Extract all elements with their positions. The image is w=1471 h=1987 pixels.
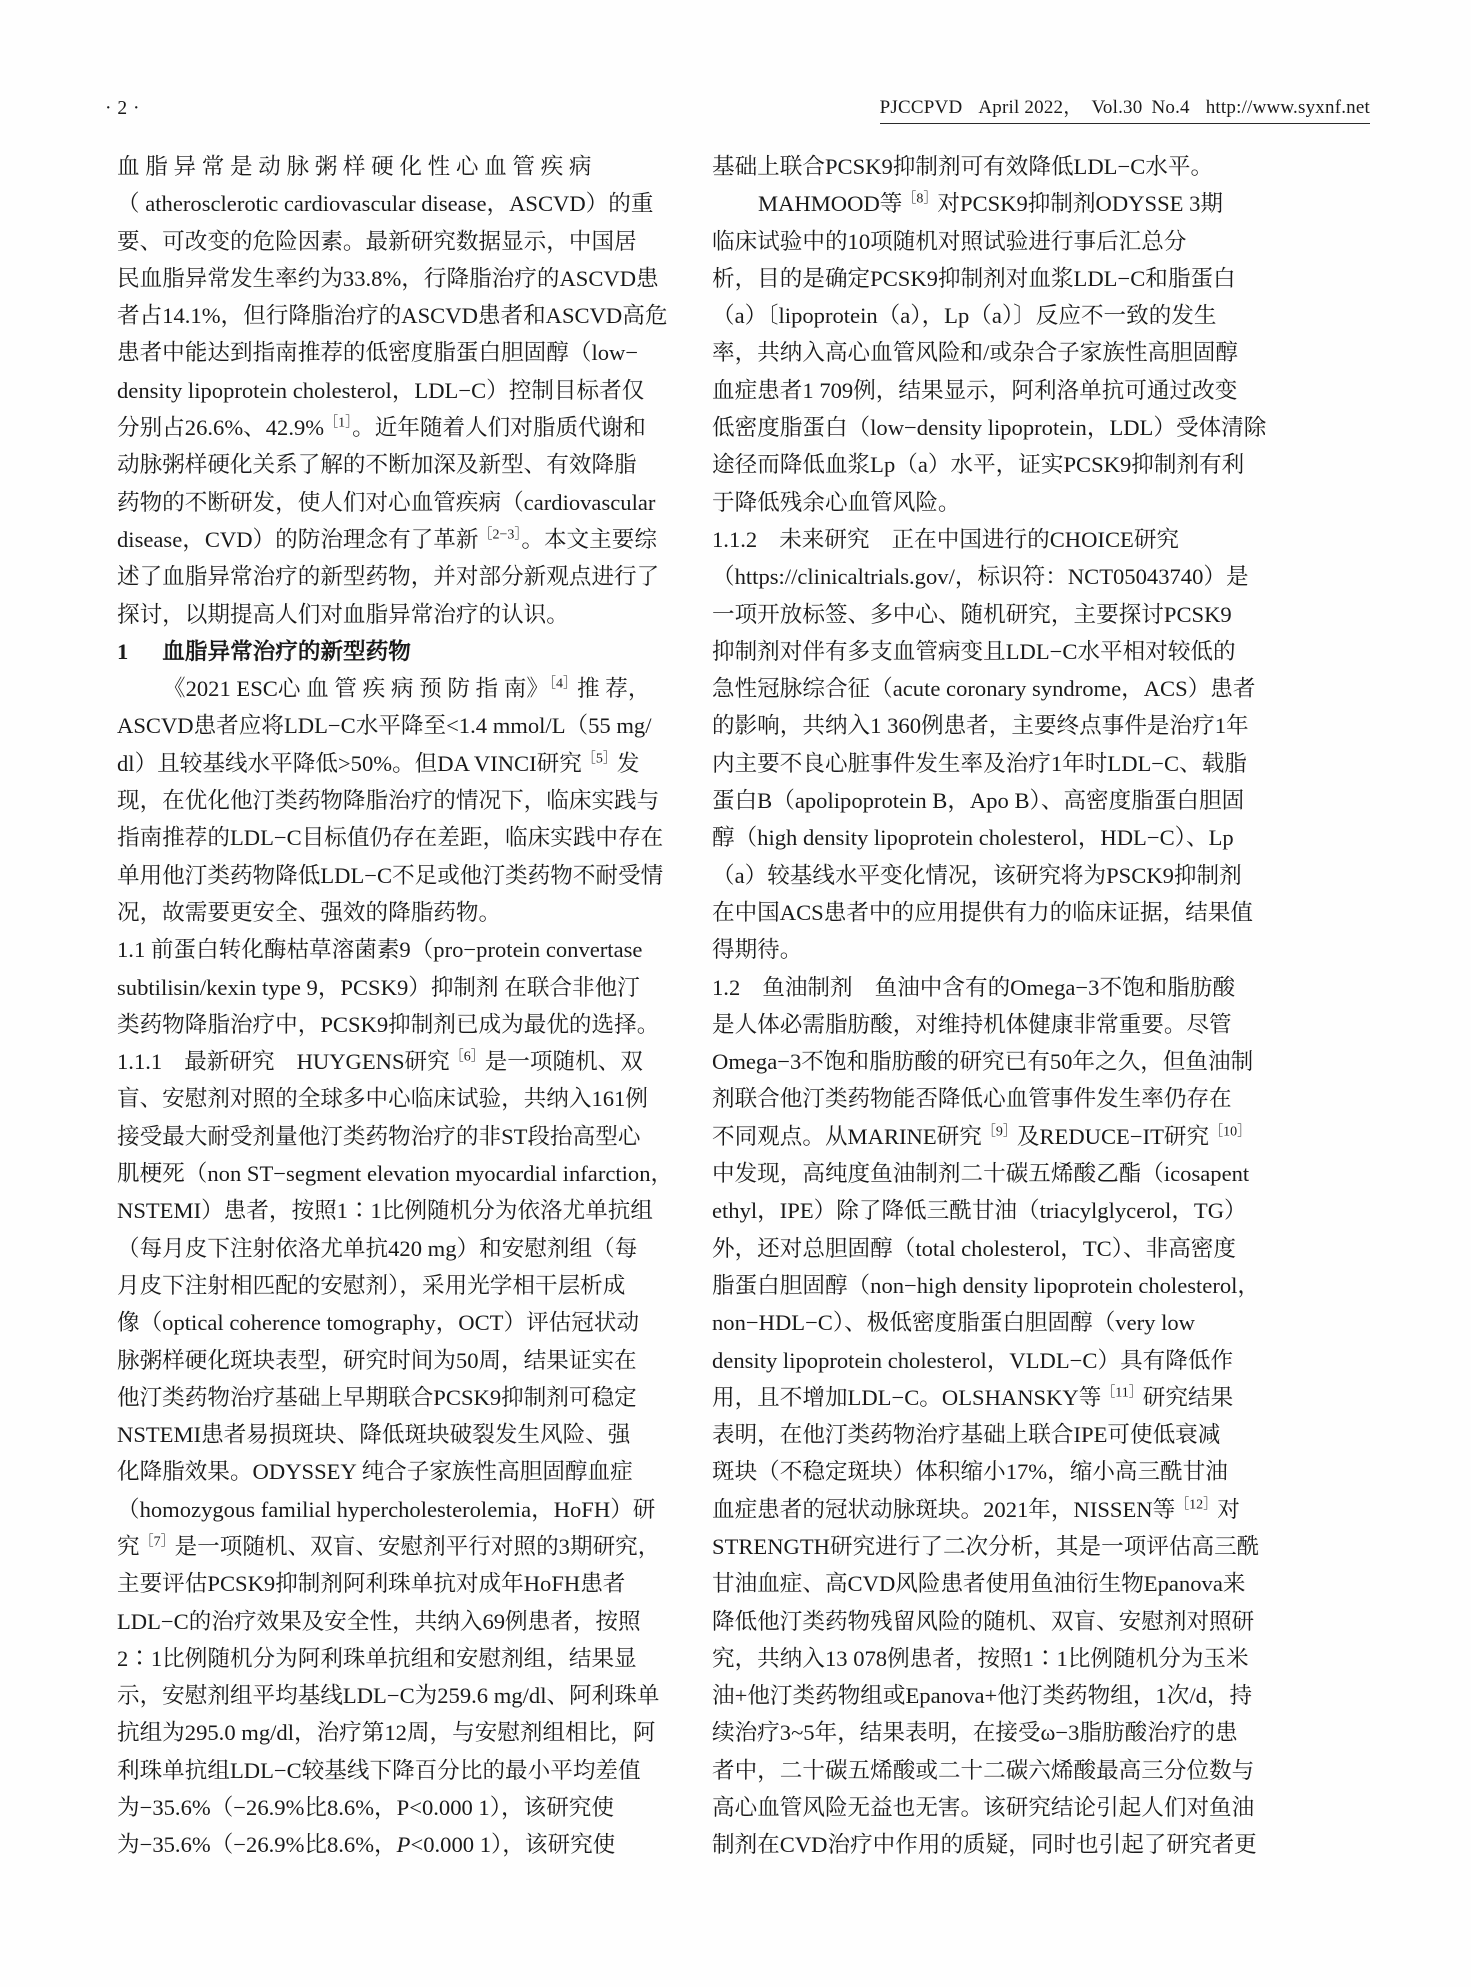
- citation-ref: ［5］: [581, 751, 617, 767]
- section-number: 1.1.2: [712, 526, 758, 552]
- text-line: 续治疗3~5年，结果表明，在接受ω−3脂肪酸治疗的患: [712, 1720, 1238, 1746]
- text-line: （ atherosclerotic cardiovascular disease，ASCVD）的重: [117, 191, 654, 217]
- text-line: 《2021 ESC心 血 管 疾 病 预 防 指 南》$^{[4]}$推 荐，: [163, 676, 651, 702]
- section-heading-1-1-1: 1.1.1 最新研究 HUYGENS研究$^{[6]}$是一项随机、双: [117, 1049, 643, 1075]
- text-line: STRENGTH研究进行了二次分析，其是一项评估高三酰: [712, 1533, 1260, 1559]
- text-line: 肌梗死（non ST−segment elevation myocardial infarction，: [117, 1161, 674, 1187]
- text-line: [712, 1864, 1182, 1901]
- text-line: 为−35.6%（−26.9%比8.6%，P<0.000 1），该研究使: [117, 1795, 614, 1821]
- text-line: 分别占26.6%、42.9%$^{[1]}$。近年随着人们对脂质代谢和: [117, 415, 646, 441]
- section-number: 1.1.1: [117, 1049, 163, 1075]
- section-heading-1: [117, 633, 587, 670]
- text-line: 为−35.6%（−26.9%比8.6%，P<0.000 1），该研究使: [117, 1832, 616, 1858]
- section-heading-1-2: 1.2 鱼油制剂 鱼油中含有的Omega−3不饱和脂肪酸: [712, 974, 1236, 1000]
- text-line: 接受最大耐受剂量他汀类药物治疗的非ST段抬高型心: [117, 1123, 641, 1149]
- paragraph-mahmood: [712, 185, 1267, 521]
- citation-ref: ［8］: [902, 191, 938, 207]
- text-line: 抑制剂对伴有多支血管病变且LDL−C水平相对较低的: [712, 638, 1236, 664]
- citation-ref: ［4］: [549, 676, 577, 692]
- intro-paragraph: [117, 148, 668, 633]
- text-line: （homozygous familial hypercholesterolemia，HoFH）研: [117, 1496, 656, 1522]
- text-line: 探讨，以期提高人们对血脂异常治疗的认识。: [117, 601, 569, 627]
- text-line: 临床试验中的10项随机对照试验进行事后汇总分: [712, 228, 1187, 254]
- text-line: 2∶1比例随机分为阿利珠单抗组和安慰剂组，结果显: [117, 1645, 637, 1671]
- issue-date: April 2022，: [978, 97, 1083, 118]
- running-head: [105, 92, 1370, 134]
- text-line: 在中国ACS患者中的应用提供有力的临床证据，结果值: [712, 899, 1254, 925]
- text-line: 醇（high density lipoprotein cholesterol，HDL−C）、Lp: [712, 825, 1234, 851]
- section-1-1-1: [117, 1043, 674, 1901]
- text-line: 甘油血症、高CVD风险患者使用鱼油衍生物Epanova来: [712, 1571, 1246, 1597]
- text-line: [117, 148, 592, 185]
- text-line: 指南推荐的LDL−C目标值仍存在差距，临床实践中存在: [117, 825, 664, 851]
- text-line: 血症患者1 709例，结果显示，阿利洛单抗可通过改变: [712, 377, 1238, 403]
- text-line: 究，共纳入13 078例患者，按照1∶1比例随机分为玉米: [712, 1645, 1249, 1671]
- text-line: 是人体必需脂肪酸，对维持机体健康非常重要。尽管: [712, 1011, 1232, 1037]
- page-number: · 2 ·: [105, 98, 140, 119]
- text-line: 急性冠脉综合征（acute coronary syndrome，ACS）患者: [712, 676, 1256, 702]
- text-line: density lipoprotein cholesterol，LDL−C）控制目标者仅: [117, 377, 645, 403]
- text-line: 民血脂异常发生率约为33.8%，行降脂治疗的ASCVD患: [117, 265, 659, 291]
- citation-ref: ［2−3］: [478, 527, 522, 543]
- section-heading-1-1: [117, 931, 660, 1043]
- line-text: 血 脂 异 常 是 动 脉 粥 样 硬 化 性 心 血 管 疾 病: [117, 154, 592, 179]
- text-line: 用，且不增加LDL−C。OLSHANSKY等$^{[11]}$研究结果: [712, 1384, 1234, 1410]
- section-title: 血脂异常治疗的新型药物: [162, 638, 411, 664]
- text-line: 降低他汀类药物残留风险的随机、双盲、安慰剂对照研: [712, 1608, 1255, 1634]
- text-line: Omega−3不饱和脂肪酸的研究已有50年之久，但鱼油制: [712, 1049, 1254, 1075]
- text-line: NSTEMI）患者，按照1∶1比例随机分为依洛尤单抗组: [117, 1198, 653, 1224]
- text-line: 月皮下注射相匹配的安慰剂），采用光学相干层析成: [117, 1272, 626, 1298]
- text-line: （a）较基线水平变化情况，该研究将为PSCK9抑制剂: [712, 862, 1242, 888]
- text-line: dl）且较基线水平降低>50%。但DA VINCI研究$^{[5]}$发: [117, 750, 640, 776]
- citation-ref: ［10］: [1209, 1124, 1252, 1140]
- text-line: 况，故需要更安全、强效的降脂药物。: [117, 899, 502, 925]
- text-line: 一项开放标签、多中心、随机研究，主要探讨PCSK9: [712, 601, 1232, 627]
- section-title: 未来研究: [779, 526, 870, 552]
- text-line: 示，安慰剂组平均基线LDL−C为259.6 mg/dl、阿利珠单: [117, 1683, 660, 1709]
- section-number: 1: [117, 638, 129, 664]
- volume-label: Vol.30: [1091, 97, 1143, 118]
- text-line: 他汀类药物治疗基础上早期联合PCSK9抑制剂可稳定: [117, 1384, 637, 1410]
- text-line: 的影响，共纳入1 360例患者，主要终点事件是治疗1年: [712, 713, 1249, 739]
- text-line: 患者中能达到指南推荐的低密度脂蛋白胆固醇（low−: [117, 340, 639, 366]
- text-line: 主要评估PCSK9抑制剂阿利珠单抗对成年HoFH患者: [117, 1571, 626, 1597]
- right-column: [712, 148, 1267, 1938]
- text-line: 低密度脂蛋白（low−density lipoprotein，LDL）受体清除: [712, 415, 1267, 441]
- text-line: 药物的不断研发，使人们对心血管疾病（cardiovascular: [117, 489, 656, 515]
- text-line: 脉粥样硬化斑块表型，研究时间为50周，结果证实在: [117, 1347, 637, 1373]
- text-line: 蛋白B（apolipoprotein B，Apo B）、高密度脂蛋白胆固: [712, 788, 1245, 814]
- text-line: ASCVD患者应将LDL−C水平降至<1.4 mmol/L（55 mg/: [117, 713, 652, 739]
- section-1-1-2: [712, 521, 1256, 969]
- text-line: （每月皮下注射依洛尤单抗420 mg）和安慰剂组（每: [117, 1235, 638, 1261]
- citation-ref: ［12］: [1175, 1497, 1218, 1513]
- running-head-right: [880, 92, 1370, 124]
- text-line: 究$^{[7]}$是一项随机、双盲、安慰剂平行对照的3期研究，: [117, 1533, 661, 1559]
- citation-ref: ［7］: [139, 1534, 175, 1550]
- text-line: 于降低残余心血管风险。: [712, 489, 961, 515]
- text-line: 类药物降脂治疗中，PCSK9抑制剂已成为最优的选择。: [117, 1011, 660, 1037]
- text-line: [117, 1864, 587, 1901]
- text-line: ethyl，IPE）除了降低三酰甘油（triacylglycerol，TG）: [712, 1198, 1247, 1224]
- text-line: NSTEMI患者易损斑块、降低斑块破裂发生风险、强: [117, 1422, 631, 1448]
- section-number: 1.2: [712, 974, 741, 1000]
- text-line: 血症患者的冠状动脉斑块。2021年，NISSEN等$^{[12]}$对: [712, 1496, 1240, 1522]
- citation-ref: ［11］: [1101, 1385, 1143, 1401]
- text-line: 者中，二十碳五烯酸或二十二碳六烯酸最高三分位数与: [712, 1757, 1255, 1783]
- text-line: 利珠单抗组LDL−C较基线下降百分比的最小平均差值: [117, 1757, 641, 1783]
- paragraph-after-heading-1: [117, 670, 664, 931]
- text-line: 制剂在CVD治疗中作用的质疑，同时也引起了研究者更: [712, 1832, 1257, 1858]
- section-title: 鱼油制剂: [762, 974, 853, 1000]
- text-line: 动脉粥样硬化关系了解的不断加深及新型、有效降脂: [117, 452, 637, 478]
- left-column: [117, 148, 674, 1938]
- text-line: 析，目的是确定PCSK9抑制剂对血浆LDL−C和脂蛋白: [712, 265, 1236, 291]
- text-line: 内主要不良心脏事件发生率及治疗1年时LDL−C、载脂: [712, 750, 1247, 776]
- text-line: 抗组为295.0 mg/dl，治疗第12周，与安慰剂组相比，阿: [117, 1720, 656, 1746]
- journal-url: http://www.syxnf.net: [1205, 97, 1370, 118]
- text-line: subtilisin/kexin type 9，PCSK9）抑制剂 在联合非他汀: [117, 974, 640, 1000]
- issue-label: No.4: [1151, 97, 1190, 118]
- text-line: 述了血脂异常治疗的新型药物，并对部分新观点进行了: [117, 564, 660, 590]
- text-line: 像（optical coherence tomography，OCT）评估冠状动: [117, 1310, 640, 1336]
- citation-ref: ［1］: [324, 415, 353, 431]
- text-line: 要、可改变的危险因素。最新研究数据显示，中国居: [117, 228, 637, 254]
- text-line: 脂蛋白胆固醇（non−high density lipoprotein cholesterol，: [712, 1272, 1261, 1298]
- text-line: 现，在优化他汀类药物降脂治疗的情况下，临床实践与: [117, 788, 660, 814]
- text-line: 化降脂效果。ODYSSEY 纯合子家族性高胆固醇血症: [117, 1459, 633, 1485]
- text-line: 途径而降低血浆Lp（a）水平，证实PCSK9抑制剂有利: [712, 452, 1245, 478]
- citation-ref: ［9］: [981, 1124, 1017, 1140]
- p-value-symbol: P: [396, 1832, 411, 1858]
- body-columns: [105, 148, 1370, 1938]
- text-line: 得期待。: [712, 937, 803, 963]
- text-line: （a）〔lipoprotein（a），Lp（a）〕反应不一致的发生: [712, 303, 1217, 329]
- text-line: 率，共纳入高心血管风险和/或杂合子家族性高胆固醇: [712, 340, 1238, 366]
- text-line: 基础上联合PCSK9抑制剂可有效降低LDL−C水平。: [712, 154, 1214, 179]
- text-line: non−HDL−C）、极低密度脂蛋白胆固醇（very low: [712, 1310, 1195, 1336]
- text-line: 中发现，高纯度鱼油制剂二十碳五烯酸乙酯（icosapent: [712, 1161, 1250, 1187]
- text-line: MAHMOOD等$^{[8]}$对PCSK9抑制剂ODYSSE 3期: [758, 191, 1223, 217]
- text-line: density lipoprotein cholesterol，VLDL−C）具有降低作: [712, 1347, 1234, 1373]
- citation-ref: ［6］: [449, 1049, 485, 1065]
- text-line: 外，还对总胆固醇（total cholesterol，TC）、非高密度: [712, 1235, 1236, 1261]
- text-line: 油+他汀类药物组或Epanova+他汀类药物组，1次/d，持: [712, 1683, 1253, 1709]
- text-line: 盲、安慰剂对照的全球多中心临床试验，共纳入161例: [117, 1086, 648, 1112]
- text-line: 1.1 前蛋白转化酶枯草溶菌素9（pro−protein convertase: [117, 937, 643, 963]
- text-line: 单用他汀类药物降低LDL−C不足或他汀类药物不耐受情: [117, 862, 664, 888]
- text-line: 者占14.1%，但行降脂治疗的ASCVD患者和ASCVD高危: [117, 303, 668, 329]
- section-title: 最新研究: [184, 1049, 275, 1075]
- text-line: 表明，在他汀类药物治疗基础上联合IPE可使低衰减: [712, 1422, 1221, 1448]
- text-line: LDL−C的治疗效果及安全性，共纳入69例患者，按照: [117, 1608, 641, 1634]
- section-heading-1-1-2: 1.1.2 未来研究 正在中国进行的CHOICE研究: [712, 526, 1180, 552]
- text-line: 斑块（不稳定斑块）体积缩小17%，缩小高三酰甘油: [712, 1459, 1228, 1485]
- text-line: （https://clinicaltrials.gov/，标识符：NCT05043740）是: [712, 564, 1249, 590]
- text-line: 高心血管风险无益也无害。该研究结论引起人们对鱼油: [712, 1795, 1255, 1821]
- text-line: 剂联合他汀类药物能否降低心血管事件发生率仍存在: [712, 1086, 1232, 1112]
- section-1-2: [712, 969, 1261, 1901]
- journal-abbreviation: PJCCPVD: [879, 97, 963, 118]
- text-line: 不同观点。从MARINE研究$^{[9]}$及REDUCE−IT研究$^{[10]}$: [712, 1123, 1252, 1149]
- text-line: disease，CVD）的防治理念有了革新$^{[2-3]}$。本文主要综: [117, 526, 657, 552]
